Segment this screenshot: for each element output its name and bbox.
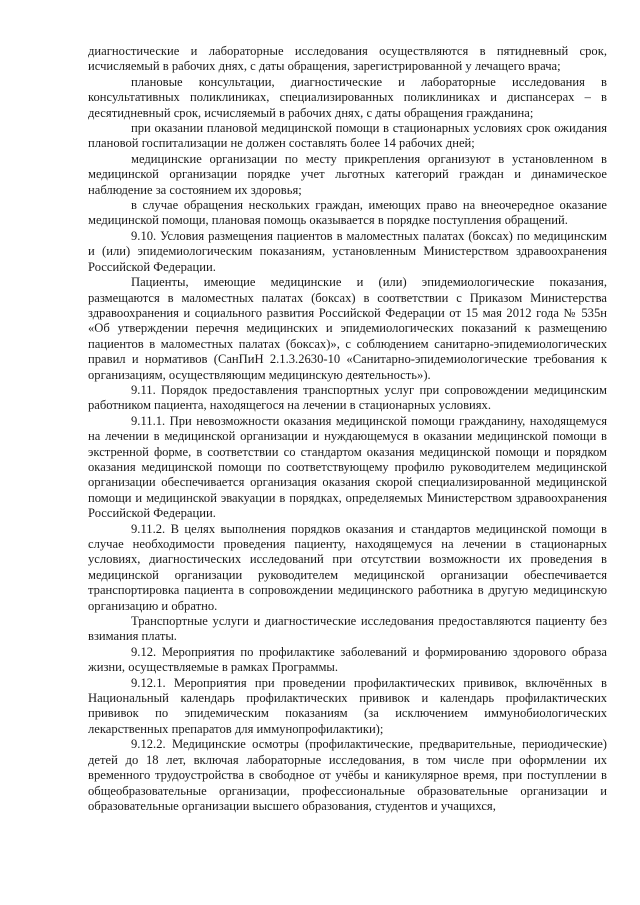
section-9-11-1: 9.11.1. При невозможности оказания медицинской помощи гражданину, находящемуся на лечении в медицинской организации и нуждающемуся в оказании медицинской помощи в экстренной форме, в соответствии со стандартом оказания медицинской помощи и порядком оказания медицинской помощи по соответствующему профилю руководителем медицинской организации обеспечивается организация оказания скорой специализированной медицинской помощи и медицинской эвакуации в порядках, определяемых Министерством здравоохранения Российской Федерации. [88, 413, 607, 521]
section-9-11-heading: 9.11. Порядок предоставления транспортных услуг при сопровождении медицинским работником пациента, находящегося на лечении в стационарных условиях. [88, 382, 607, 413]
paragraph-planned-consultations: плановые консультации, диагностические и лабораторные исследования в консультативных поликлиниках, специализированных поликлиниках и диспансерах – в десятидневный срок, исчисляемый в рабочих днях, с даты обращения гражданина; [88, 74, 607, 120]
paragraph-hospitalization-wait: при оказании плановой медицинской помощи в стационарных условиях срок ожидания плановой госпитализации не должен составлять более 14 рабочих дней; [88, 121, 607, 151]
paragraph-preferential-accounting: медицинские организации по месту прикрепления организуют в установленном в медицинской организации порядке учет льготных категорий граждан и динамическое наблюдение за состоянием их здоровья; [88, 151, 607, 197]
section-9-12-2: 9.12.2. Медицинские осмотры (профилактические, предварительные, периодические) детей до 18 лет, включая лабораторные исследования, в том числе при оформлении их временного трудоустройства в свободное от учёбы и каникулярное время, при поступлении в общеобразовательные организации, профессиональные образовательные организации и образовательные организации высшего образования, студентов и учащихся, [88, 737, 607, 813]
section-9-10-heading: 9.10. Условия размещения пациентов в маломестных палатах (боксах) по медицинским и (или) эпидемиологическим показаниям, установленным Министерством здравоохранения Российской Федерации. [88, 228, 607, 274]
section-9-12-1: 9.12.1. Мероприятия при проведении профилактических прививок, включённых в Национальный календарь профилактических прививок и календарь профилактических прививок по эпидемическим показаниям (за исключением иммунобиологических лекарственных препаратов для иммунопрофилактики); [88, 675, 607, 736]
section-9-12-heading: 9.12. Мероприятия по профилактике заболеваний и формированию здорового образа жизни, осуществляемые в рамках Программы. [88, 644, 607, 675]
paragraph-multiple-requests: в случае обращения нескольких граждан, имеющих право на внеочередное оказание медицинской помощи, плановая помощь оказывается в порядке поступления обращений. [88, 198, 607, 228]
paragraph-isolation-wards: Пациенты, имеющие медицинские и (или) эпидемиологические показания, размещаются в маломестных палатах (боксах) в соответствии с Приказом Министерства здравоохранения и социального развития Российской Федерации от 15 мая 2012 года № 535н «Об утверждении перечня медицинских и эпидемиологических показаний к размещению пациентов в маломестных палатах (боксах)», с соблюдением санитарно-эпидемиологических правил и нормативов (СанПиН 2.1.3.2630-10 «Санитарно-эпидемиологические требования к организациям, осуществляющим медицинскую деятельность»). [88, 275, 607, 382]
document-page [88, 44, 607, 814]
paragraph-free-transport: Транспортные услуги и диагностические исследования предоставляются пациенту без взимания платы. [88, 614, 607, 644]
section-9-11-2: 9.11.2. В целях выполнения порядков оказания и стандартов медицинской помощи в случае необходимости проведения пациенту, находящемуся на лечении в стационарных условиях, диагностических исследований при отсутствии возможности их проведения в медицинской организации руководителем медицинской организации обеспечивается транспортировка пациента в сопровождении медицинского работника в другую медицинскую организацию и обратно. [88, 521, 607, 613]
paragraph-diagnostic-terms: диагностические и лабораторные исследования осуществляются в пятидневный срок, исчисляемый в рабочих днях, с даты обращения, зарегистрированной у лечащего врача; [88, 44, 607, 74]
